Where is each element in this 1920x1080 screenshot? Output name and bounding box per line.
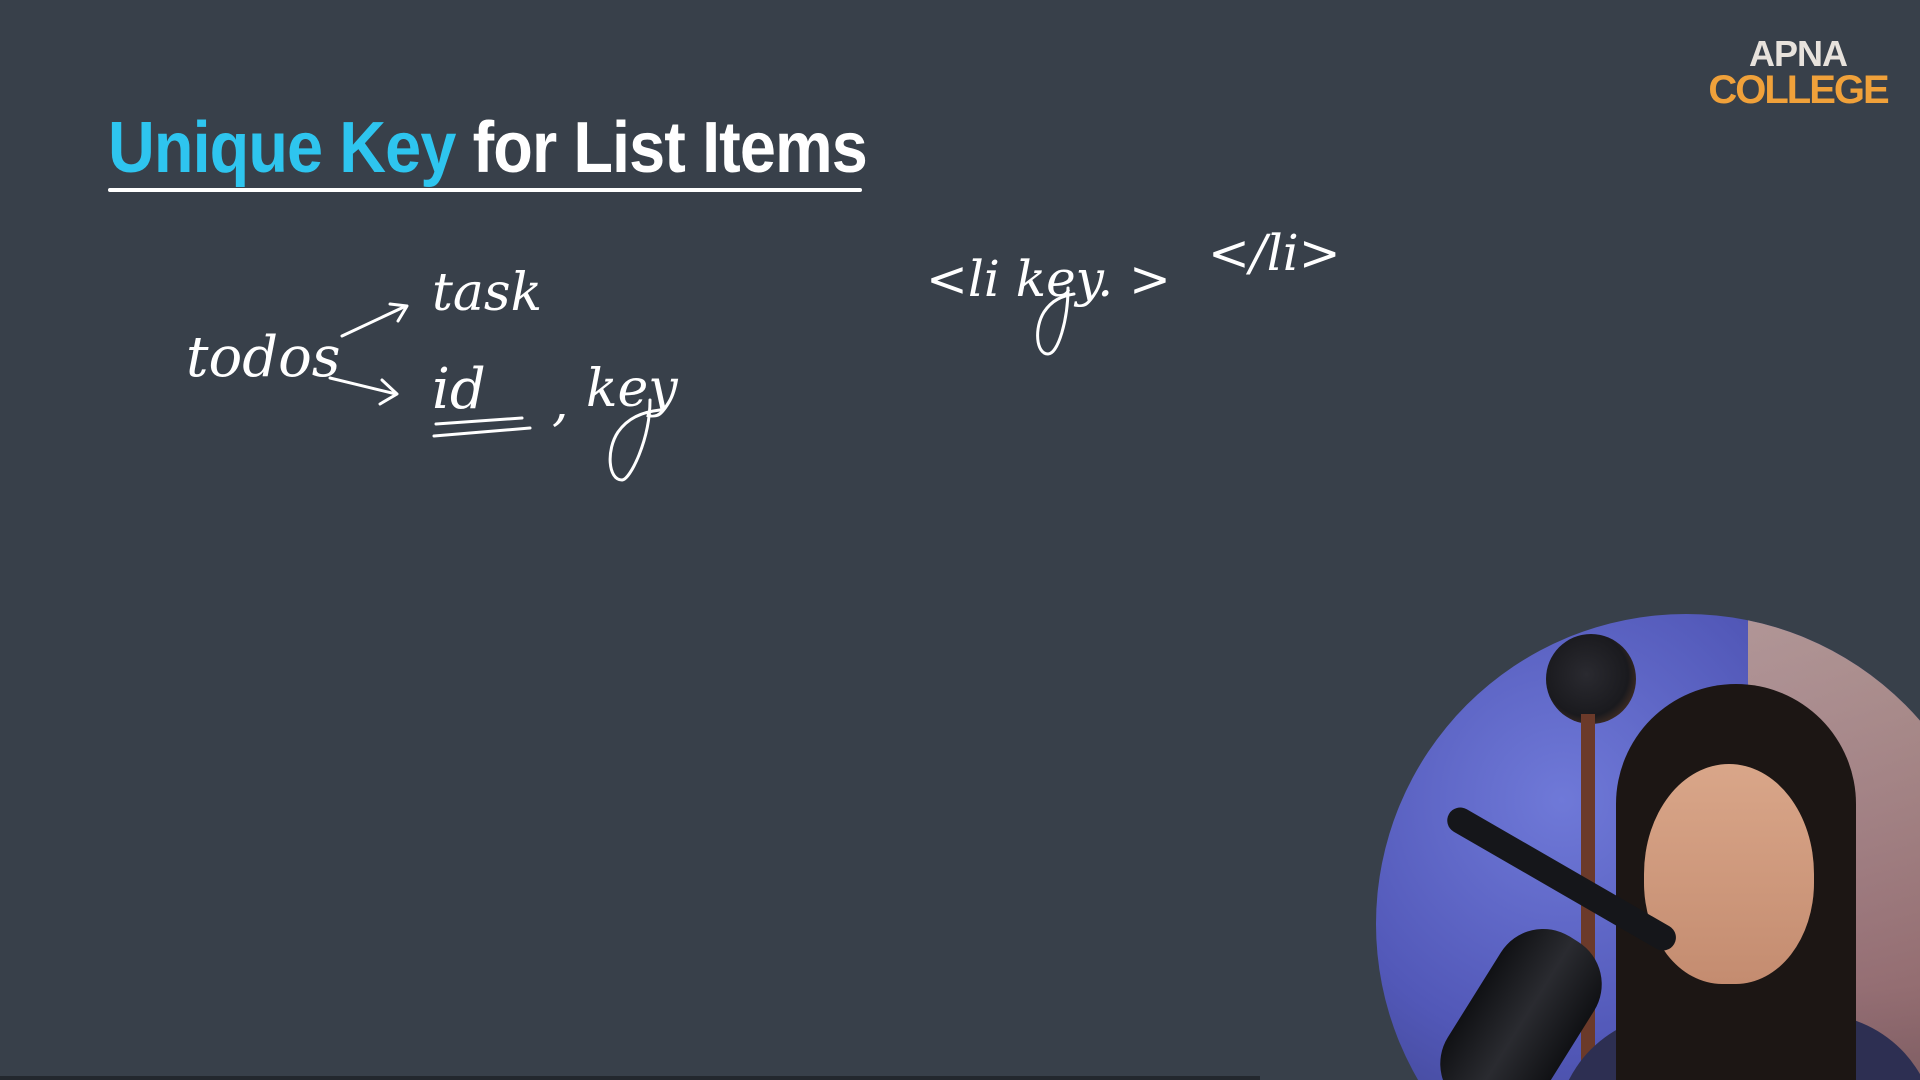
webcam-lamp <box>1546 634 1636 724</box>
li-key-descender-loop <box>1038 288 1074 354</box>
id-underline-1 <box>436 418 522 424</box>
arrow-to-task-shaft <box>342 306 406 336</box>
arrow-to-id-shaft <box>330 378 396 394</box>
handwritten-comma: , <box>552 373 569 433</box>
handwritten-todos: todos <box>186 325 341 390</box>
title-rest: for List Items <box>472 108 867 188</box>
presenter-face <box>1644 764 1814 984</box>
handwritten-key: key <box>586 359 678 419</box>
video-progress-track <box>0 1076 1260 1080</box>
handwritten-task: task <box>432 263 543 323</box>
apna-college-logo <box>1708 33 1888 112</box>
title-accent: Unique Key <box>108 108 456 188</box>
id-underline-2 <box>434 428 530 436</box>
slide-title <box>108 104 867 192</box>
presenter-webcam <box>1376 614 1920 1080</box>
arrow-to-id-head <box>380 380 397 404</box>
handwritten-li-close: </li> <box>1208 224 1341 282</box>
key-descender-loop <box>610 400 660 480</box>
arrow-to-task-head <box>390 304 407 321</box>
logo-line-apna: APNA <box>1748 33 1847 74</box>
title-underline <box>108 188 862 192</box>
logo-line-college: COLLEGE <box>1708 68 1888 112</box>
handwritten-id: id <box>432 357 486 422</box>
handwritten-li-open: <li key. > <box>926 250 1171 308</box>
